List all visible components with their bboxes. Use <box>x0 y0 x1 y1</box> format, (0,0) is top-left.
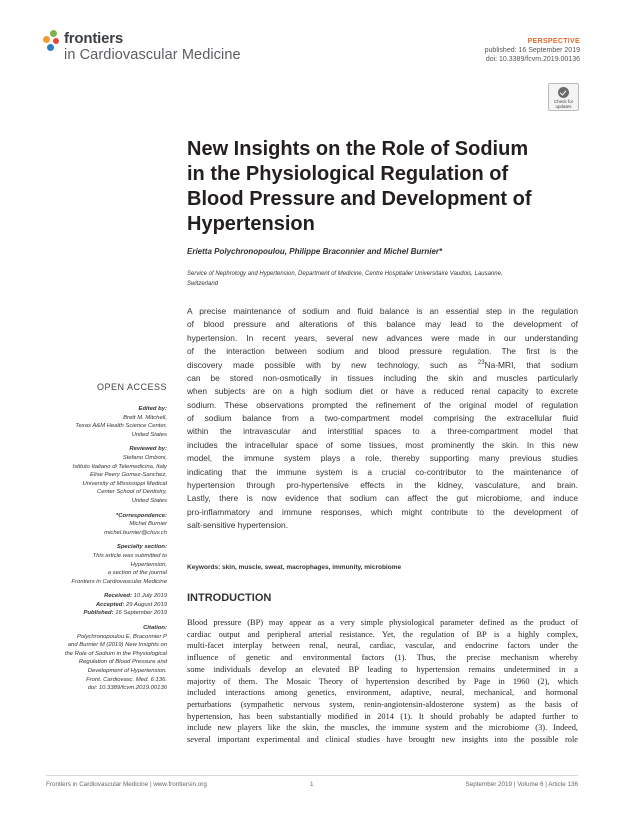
sidebar-block <box>42 592 167 618</box>
sidebar-line: Polychronopoulou E, Braconnier P <box>76 633 167 640</box>
affiliation <box>187 270 567 289</box>
abstract-line: indicating that the immune system is a crucial co-contributor to the maintenance of <box>187 466 578 477</box>
footer-issue-info: September 2019 | Volume 6 | Article 136 <box>465 781 578 788</box>
sidebar-block <box>42 512 167 538</box>
body-line: influence of genetic and environmental factors (1). Thus, the precise mechanism whereby <box>187 653 578 663</box>
author-list[interactable]: Erietta Polychronopoulou, Philippe Braconnier and Michel Burnier* <box>187 247 443 256</box>
sidebar-line: Published: 16 September 2019 <box>83 610 167 617</box>
abstract-line: pro-inflammatory and immune responses, which might contribute to the development of <box>187 506 578 517</box>
title-line: in the Physiological Regulation of <box>187 163 509 185</box>
affiliation-line: Service of Nephrology and Hypertension, Department of Medicine, Centre Hospitalier Universitaire Vaudois, Lausanne, <box>187 271 503 277</box>
sidebar-heading: Reviewed by: <box>129 446 167 453</box>
body-text <box>187 617 578 746</box>
abstract-line: discovery made possible with by new technology, such as $^{23}$Na-MRI, that sodium <box>187 359 579 370</box>
title-line: Hypertension <box>187 213 315 235</box>
sidebar-line: Received: 10 July 2019 <box>104 593 167 600</box>
footer-divider <box>46 775 578 776</box>
sidebar-line: Regulation of Blood Pressure and <box>78 659 167 666</box>
page-number: 1 <box>310 781 314 788</box>
published-date: published: 16 September 2019 <box>484 47 580 54</box>
title-line: Blood Pressure and Development of <box>187 188 532 210</box>
sidebar-line: Hypertension, <box>130 561 167 568</box>
check-updates-label: Check for updates <box>553 99 574 109</box>
section-heading-introduction: INTRODUCTION <box>187 592 272 604</box>
sidebar-line: This article was submitted to <box>92 552 167 559</box>
abstract-line: sodium. These observations prompted the refinement of the original model of regulation <box>187 399 578 410</box>
sidebar-line: Michel Burnier <box>129 521 167 528</box>
sidebar-line: Development of Hypertension. <box>87 668 167 675</box>
body-line: several important experimental and clinical studies have brought new insights into the possible role <box>187 735 578 745</box>
abstract-line: of the interaction between sodium and blood pressure regulation. The first is the <box>187 346 578 357</box>
body-line: majority of them. The Mosaic Theory of hypertension described by Page in 1960 (2), which <box>187 676 578 686</box>
sidebar-line: Texas A&M Health Science Center, <box>75 423 167 430</box>
body-line: some individuals develop an elevated BP leading to hypertension remains undetermined in a <box>187 664 578 674</box>
open-access-label: OPEN ACCESS <box>96 382 167 392</box>
title-line: New Insights on the Role of Sodium <box>187 138 529 160</box>
abstract-line: salt-sensitive hypertension. <box>187 520 289 530</box>
sidebar-line: Elise Peery Gomez-Sanchez, <box>90 472 167 479</box>
journal-name: in Cardiovascular Medicine <box>64 47 241 63</box>
sidebar-line: Istituto Italiano di Telemedicina, Italy <box>72 463 167 470</box>
sidebar-line: United States <box>131 431 167 438</box>
body-line: Blood pressure (BP) may appear as a very simple physiological parameter defined as the product of <box>187 618 578 627</box>
sidebar-line: Frontiers in Cardiovascular Medicine <box>71 578 167 585</box>
journal-logo[interactable] <box>42 28 262 68</box>
footer-journal-link[interactable]: Frontiers in Cardiovascular Medicine | www.frontiersin.org <box>46 781 207 788</box>
sidebar-block <box>42 405 167 439</box>
abstract-line: can be stored non-osmotically in tissues including the skin and muscles particularly <box>187 372 578 383</box>
sidebar-heading: Specialty section: <box>116 544 167 551</box>
abstract-line: A precise maintenance of sodium and fluid balance is an essential step in the regulation <box>187 306 578 316</box>
abstract-line: hypertension. In recent years, several new advances were made in our understanding <box>187 332 578 343</box>
sidebar-block <box>42 445 167 505</box>
abstract-line: of blood pressure and alterations of this balance may lead to the development of <box>187 319 578 330</box>
body-line: multi-facet interplay between renal, neural, cardiac, vascular, and endocrine factors under the <box>187 641 578 651</box>
abstract-line: hypertension through pro-hypertensive effects in the kidney, vasculature, and brain. <box>187 479 578 490</box>
abstract-line: when subjects are on a high sodium diet or have a reduced renal capacity to excrete <box>187 386 578 397</box>
keywords: Keywords: skin, muscle, sweat, macrophages, immunity, microbiome <box>187 564 402 571</box>
check-updates-icon <box>558 87 569 98</box>
sidebar-heading: Edited by: <box>138 406 167 412</box>
abstract-line: of sodium balance from a two-compartment model comprising the extracellular fluid <box>187 413 578 423</box>
body-line: perturbations (sympathetic nervous system, renin-angiotensin-aldosterone system) as the basis of <box>187 699 578 709</box>
abstract-line: Lastly, there is now evidence that sodium can affect the gut microbiome, and induce <box>187 493 578 504</box>
brand-name: frontiers <box>64 30 124 47</box>
body-line: hypertension, has been substantially modified in 2014 (1). It should probably be adapted further to <box>187 711 578 721</box>
article-info-sidebar <box>42 405 167 699</box>
body-line: included interactions among genetics, environment, adaptive, neural, mechanical, and hormonal <box>187 688 578 698</box>
body-line: include new players like the skin, the muscles, the immune system and the microbiome (3). Indeed, <box>187 723 578 733</box>
abstract-line: includes the intracellular space of some tissues, most prominently the skin. In this new <box>187 439 578 450</box>
sidebar-block <box>42 543 167 586</box>
sidebar-line: and Burnier M (2019) New Insights on <box>67 642 167 649</box>
sidebar-line: University of Mississippi Medical <box>82 480 167 487</box>
article-doi[interactable]: doi: 10.3389/fcvm.2019.00136 <box>485 56 580 63</box>
check-for-updates-button[interactable] <box>548 83 579 111</box>
abstract <box>187 305 578 532</box>
article-meta <box>485 37 580 64</box>
sidebar-heading: Citation: <box>143 625 167 632</box>
frontiers-logo-icon <box>42 30 62 52</box>
abstract-line: within the intravascular and interstitial spaces to a three-compartment model that <box>187 426 578 437</box>
article-title <box>187 137 587 237</box>
sidebar-line: United States <box>131 497 167 504</box>
sidebar-line: a section of the journal <box>107 570 167 577</box>
sidebar-line[interactable]: doi: 10.3389/fcvm.2019.00136 <box>87 685 167 692</box>
sidebar-line: the Role of Sodium in the Physiological <box>64 650 167 657</box>
sidebar-line: Brett M. Mitchell, <box>123 414 167 421</box>
sidebar-heading: *Correspondence: <box>115 512 167 519</box>
affiliation-line: Switzerland <box>187 280 219 287</box>
sidebar-line: Center School of Dentistry, <box>97 489 167 496</box>
article-type: PERSPECTIVE <box>527 38 580 45</box>
sidebar-line[interactable]: michel.burnier@chuv.ch <box>104 529 167 536</box>
sidebar-line: Accepted: 29 August 2019 <box>95 601 167 608</box>
sidebar-block <box>42 624 167 693</box>
abstract-line: model, the immune system plays a role, thereby supporting many previous studies <box>187 453 578 464</box>
sidebar-line: Front. Cardiovasc. Med. 6:136. <box>86 676 167 683</box>
sidebar-line: Stefano Omboni, <box>122 454 167 461</box>
body-line: cardiac output and peripheral arterial resistance. Yet, the regulation of BP is a highly complex, <box>187 629 578 639</box>
